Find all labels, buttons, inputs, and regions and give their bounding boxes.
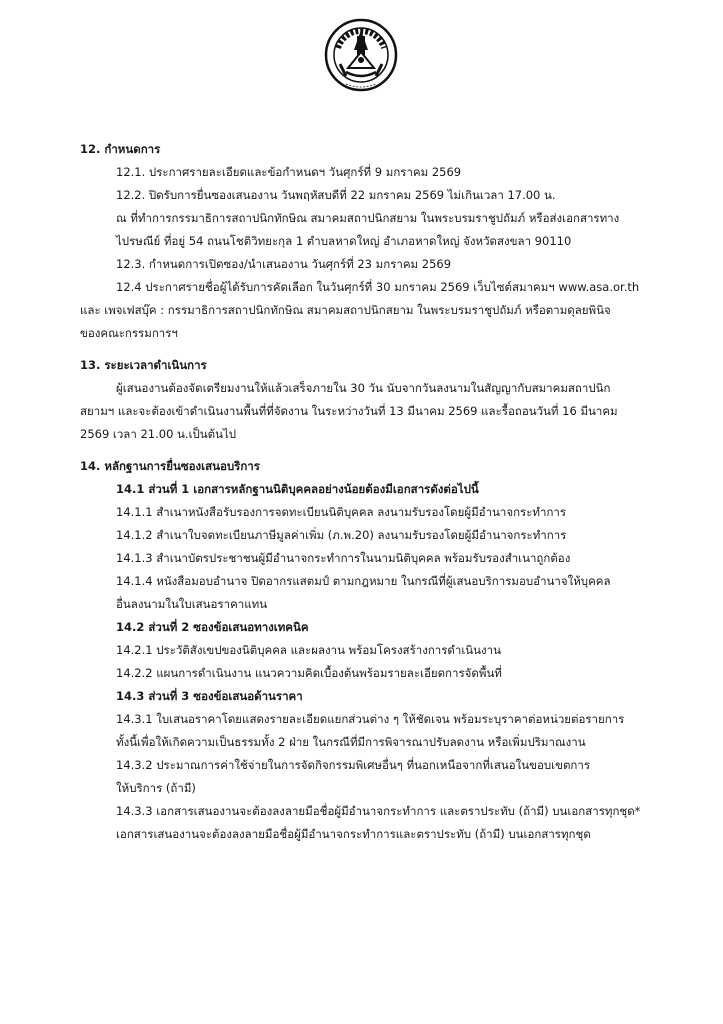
s12-line-4: ไปรษณีย์ ที่อยู่ 54 ถนนโชติวิทยะกุล 1 ตำบลหาดใหญ่ อำเภอหาดใหญ่ จังหวัดสงขลา 90110 (116, 234, 572, 248)
s14-1-line-2: 14.1.2 สำเนาใบจดทะเบียนภาษีมูลค่าเพิ่ม (ภ.พ.20) ลงนามรับรองโดยผู้มีอำนาจกระทำการ (116, 528, 567, 542)
s14-3-line-1: 14.3.1 ใบเสนอราคาโดยแสดงรายละเอียดแยกส่วนต่าง ๆ ให้ชัดเจน พร้อมระบุราคาต่อหน่วยต่อรายการ (116, 712, 625, 726)
document-body (80, 138, 646, 846)
seal-icon (324, 18, 398, 92)
s12-line-6: 12.4 ประกาศรายชื่อผู้ได้รับการคัดเลือก ในวันศุกร์ที่ 30 มกราคม 2569 เว็บไซต์สมาคมฯ www.asa.or.th (116, 280, 640, 294)
section-13-title: 13. ระยะเวลาดำเนินการ (80, 358, 207, 372)
s14-2-line-2: 14.2.2 แผนการดำเนินงาน แนวความคิดเบื้องต้นพร้อมรายละเอียดการจัดพื้นที่ (116, 666, 502, 680)
section-14-title: 14. หลักฐานการยื่นซองเสนอบริการ (80, 459, 260, 473)
s14-3-line-4: ให้บริการ (ถ้ามี) (116, 781, 196, 795)
s12-line-5: 12.3. กำหนดการเปิดซอง/นำเสนองาน วันศุกร์ที่ 23 มกราคม 2569 (116, 257, 452, 271)
s12-line-7: และ เพจเฟสบุ๊ค : กรรมาธิการสถาปนิกทักษิณ สมาคมสถาปนิกสยาม ในพระบรมราชูปถัมภ์ หรือตามดุลยพินิจ (80, 303, 611, 317)
s12-line-2: 12.2. ปิดรับการยื่นซองเสนองาน วันพฤหัสบดีที่ 22 มกราคม 2569 ไม่เกินเวลา 17.00 น. (116, 188, 556, 202)
s14-1-line-5: อื่นลงนามในใบเสนอราคาแทน (116, 597, 268, 611)
s14-3-line-5: 14.3.3 เอกสารเสนองานจะต้องลงลายมือชื่อผู้มีอำนาจกระทำการ และตราประทับ (ถ้ามี) บนเอกสารทุกชุด* (116, 804, 641, 818)
s14-1-line-3: 14.1.3 สำเนาบัตรประชาชนผู้มีอำนาจกระทำการในนามนิติบุคคล พร้อมรับรองสำเนาถูกต้อง (116, 551, 571, 565)
s14-part-1-title: 14.1 ส่วนที่ 1 เอกสารหลักฐานนิติบุคคลอย่างน้อยต้องมีเอกสารดังต่อไปนี้ (116, 482, 479, 496)
section-12-title: 12. กำหนดการ (80, 142, 161, 156)
s12-line-8: ของคณะกรรมการฯ (80, 326, 178, 340)
association-seal (324, 18, 398, 92)
s14-part-2-title: 14.2 ส่วนที่ 2 ซองข้อเสนอทางเทคนิค (116, 620, 309, 634)
s14-3-line-3: 14.3.2 ประมาณการค่าใช้จ่ายในการจัดกิจกรรมพิเศษอื่นๆ ที่นอกเหนือจากที่เสนอในขอบเขตการ (116, 758, 591, 772)
s13-line-3: 2569 เวลา 21.00 น.เป็นต้นไป (80, 427, 237, 441)
s14-2-line-1: 14.2.1 ประวัติสังเขปของนิติบุคคล และผลงาน พร้อมโครงสร้างการดำเนินงาน (116, 643, 501, 657)
s14-1-line-4: 14.1.4 หนังสือมอบอำนาจ ปิดอากรแสตมป์ ตามกฎหมาย ในกรณีที่ผู้เสนอบริการมอบอำนาจให้บุคคล (116, 574, 611, 588)
s13-line-1: ผู้เสนองานต้องจัดเตรียมงานให้แล้วเสร็จภายใน 30 วัน นับจากวันลงนามในสัญญากับสมาคมสถาปนิก (116, 381, 611, 395)
s13-line-2: สยามฯ และจะต้องเข้าดำเนินงานพื้นที่ที่จัดงาน ในระหว่างวันที่ 13 มีนาคม 2569 และรื้อถอนวันที่ 16 มีนาคม (80, 404, 618, 418)
s14-1-line-1: 14.1.1 สำเนาหนังสือรับรองการจดทะเบียนนิติบุคคล ลงนามรับรองโดยผู้มีอำนาจกระทำการ (116, 505, 567, 519)
s14-3-line-2: ทั้งนี้เพื่อให้เกิดความเป็นธรรมทั้ง 2 ฝ่าย ในกรณีที่มีการพิจารณาปรับลดงาน หรือเพิ่มปริมาณงาน (116, 735, 586, 749)
s12-line-3: ณ ที่ทำการกรรมาธิการสถาปนิกทักษิณ สมาคมสถาปนิกสยาม ในพระบรมราชูปถัมภ์ หรือส่งเอกสารทาง (116, 211, 620, 225)
s12-line-1: 12.1. ประกาศรายละเอียดและข้อกำหนดฯ วันศุกร์ที่ 9 มกราคม 2569 (116, 165, 462, 179)
s14-part-3-title: 14.3 ส่วนที่ 3 ซองข้อเสนอด้านราคา (116, 689, 303, 703)
s14-3-line-6: เอกสารเสนองานจะต้องลงลายมือชื่อผู้มีอำนาจกระทำการและตราประทับ (ถ้ามี) บนเอกสารทุกชุด (116, 827, 591, 841)
